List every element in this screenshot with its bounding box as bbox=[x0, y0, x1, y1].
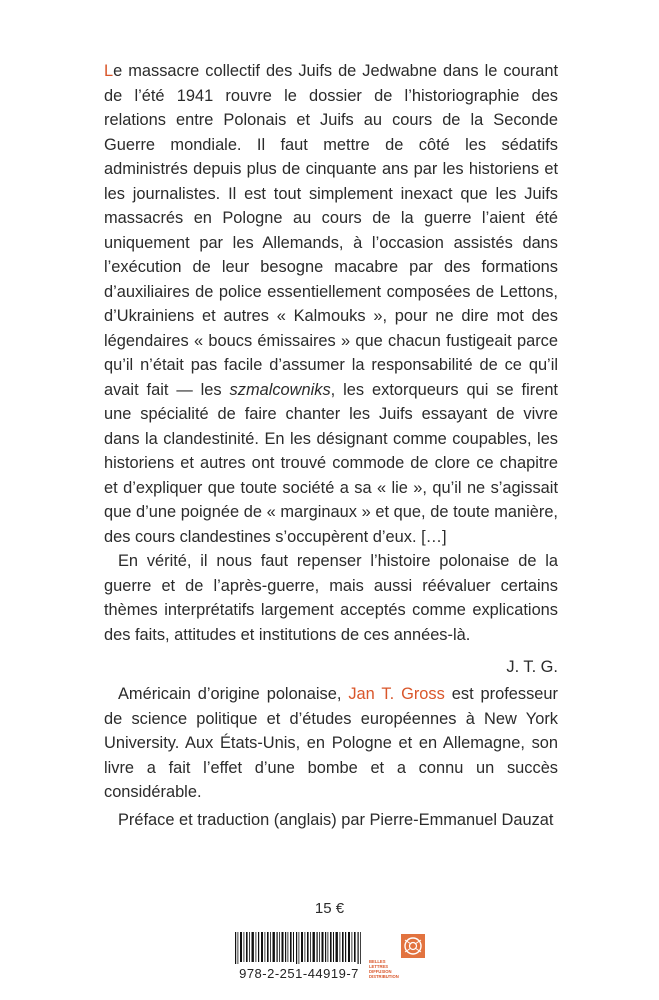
blurb-paragraph-2: En vérité, il nous faut repenser l’histoire polonaise de la guerre et de l’après-guerre, mais aussi réévaluer certains thèmes interprétatifs largement acceptés comme explications des faits, attitudes et institutions de ces années-là. bbox=[104, 552, 558, 644]
author-bio-paragraph bbox=[104, 682, 558, 805]
bio-intro: Américain d’origine polonaise, bbox=[118, 685, 349, 703]
publisher-name bbox=[369, 959, 403, 979]
author-name: Jan T. Gross bbox=[348, 685, 445, 703]
barcode-area bbox=[233, 932, 428, 984]
isbn-number: 978-2-251-44919-7 bbox=[239, 966, 359, 981]
author-bio bbox=[104, 682, 558, 805]
dropcap-letter: L bbox=[104, 62, 114, 80]
blurb-paragraph-1 bbox=[104, 59, 558, 549]
barcode bbox=[233, 932, 365, 964]
bio-rest: est professeur de science politique et d’études européennes à New York University. Aux États-Unis, en Pologne et en Allemagne, son livre a fait l’effet d’une bombe et a connu un succès considérable. bbox=[104, 685, 558, 801]
translator-line: Préface et traduction (anglais) par Pierre-Emmanuel Dauzat bbox=[118, 811, 554, 829]
publisher-line-1: BELLES LETTRES bbox=[369, 959, 389, 969]
translator-credit bbox=[104, 808, 558, 833]
back-cover-blurb bbox=[104, 59, 558, 680]
signature-initials: J. T. G. bbox=[506, 658, 558, 676]
blurb-paragraph-1-text: e massacre collectif des Juifs de Jedwabne dans le courant de l’été 1941 rouvre le dossier de l’historiographie des relations entre Polonais et Juifs au cours de la Seconde Guerre mondiale. Il faut mettre de côté les sédatifs administrés depuis plus de cinquante ans par les historiens et les journalistes. Il est tout simplement inexact que les Juifs massacrés en Pologne au cours de la guerre l’aient été uniquement par les Allemands, à l’occasion assistés dans l’exécution de leur besogne macabre par des formations d’auxiliaires de police essentiellement composées de Lettons, d’Ukrainiens et autres « Kalmouks », pour ne dire mot des légendaires « boucs émissaires » que chacun fustigeait parce qu’il n’était pas facile d’assumer la responsabilité de ce qu’il avait fait — les bbox=[104, 62, 558, 399]
italic-term: szmalcowniks bbox=[229, 380, 331, 399]
publisher-line-2: DIFFUSION bbox=[369, 969, 392, 974]
publisher-line-3: DISTRIBUTION bbox=[369, 974, 399, 979]
blurb-paragraph-1-end: , les extorqueurs qui se firent une spécialité de faire chanter les Juifs essayant de vivre dans la clandestinité. En les désignant comme coupables, les historiens et autres ont trouvé commode de clore ce chapitre et d’expliquer que toute société a sa « lie », qu’il ne s’agissait que d’une poignée de « marginaux » et que, de toute manière, des cours clandestines s’occupèrent d’eux. […] bbox=[104, 380, 558, 546]
price-label: 15 € bbox=[314, 900, 345, 917]
